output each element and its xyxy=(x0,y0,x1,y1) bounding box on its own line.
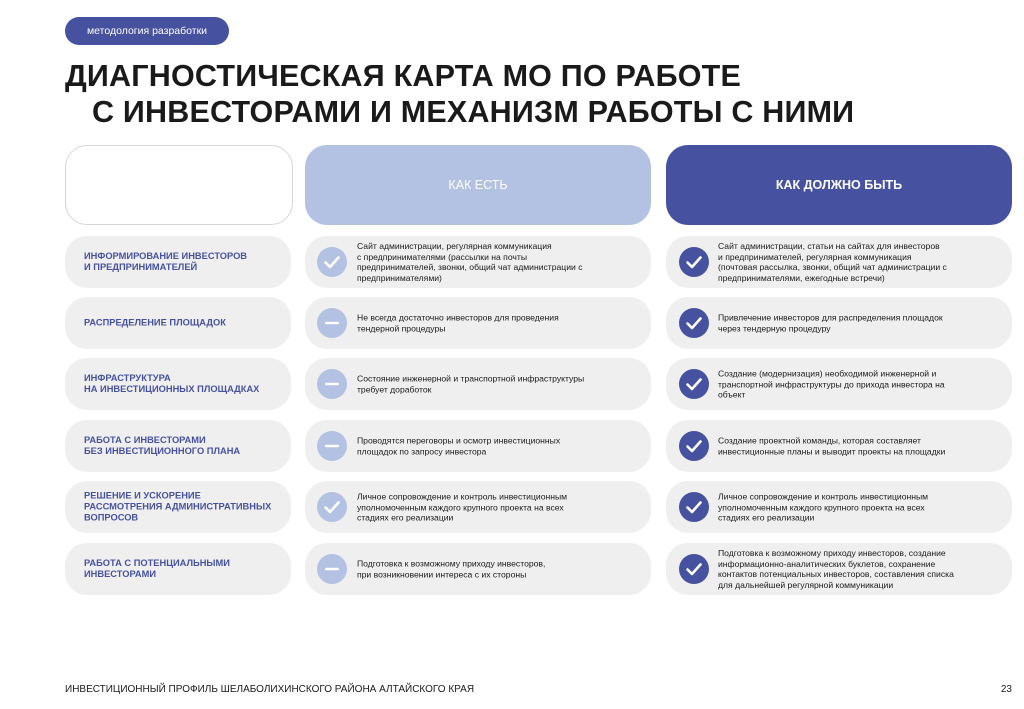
footer-text: ИНВЕСТИЦИОННЫЙ ПРОФИЛЬ ШЕЛАБОЛИХИНСКОГО РАЙОНА АЛТАЙСКОГО КРАЯ xyxy=(65,684,475,695)
check-icon xyxy=(679,308,709,338)
to-be-cell xyxy=(666,358,1012,410)
check-icon xyxy=(679,247,709,277)
row-label: РАСПРЕДЕЛЕНИЕ ПЛОЩАДОК xyxy=(84,317,226,328)
minus-icon xyxy=(317,369,347,399)
to-be-text: Подготовка к возможному приходу инвесторов, создание информационно-аналитических буклетов, сохранение контактов потенциальных инвесторов, составления списка для дальнейшей регулярной коммуникации xyxy=(718,548,954,590)
to-be-text: Привлечение инвесторов для распределения площадок через тендерную процедуру xyxy=(718,312,943,333)
to-be-cell xyxy=(666,236,1012,288)
row-label: РАБОТА С ПОТЕНЦИАЛЬНЫМИ ИНВЕСТОРАМИ xyxy=(84,558,230,579)
table-row xyxy=(0,543,1024,595)
to-be-cell xyxy=(666,297,1012,349)
row-label-cell xyxy=(65,543,291,595)
to-be-text: Сайт администрации, статьи на сайтах для инвесторов и предпринимателей, регулярная коммуникация (почтовая рассылка, звонки, общий чат администрации с предпринимателями, ежегодные встречи) xyxy=(718,241,947,283)
header-as-is: КАК ЕСТЬ xyxy=(305,145,651,225)
page-title xyxy=(65,58,854,130)
as-is-cell xyxy=(305,543,651,595)
to-be-cell xyxy=(666,420,1012,472)
check-icon xyxy=(679,431,709,461)
as-is-cell xyxy=(305,420,651,472)
table-row xyxy=(0,420,1024,472)
to-be-cell xyxy=(666,543,1012,595)
row-label-cell xyxy=(65,481,291,533)
to-be-cell xyxy=(666,481,1012,533)
as-is-text: Личное сопровождение и контроль инвестиционным уполномоченным каждого крупного проекта на всех стадиях его реализации xyxy=(357,491,568,523)
check-icon xyxy=(679,554,709,584)
table-row xyxy=(0,236,1024,288)
header-empty-cell xyxy=(65,145,293,225)
to-be-text: Создание (модернизация) необходимой инженерной и транспортной инфраструктуры до прихода инвестора на объект xyxy=(718,368,945,400)
as-is-text: Подготовка к возможному приходу инвесторов, при возникновении интереса с их стороны xyxy=(357,558,546,579)
row-label: ИНФРАСТРУКТУРА НА ИНВЕСТИЦИОННЫХ ПЛОЩАДКАХ xyxy=(84,373,260,394)
as-is-cell xyxy=(305,481,651,533)
section-tag: методология разработки xyxy=(65,17,229,45)
as-is-text: Проводятся переговоры и осмотр инвестиционных площадок по запросу инвестора xyxy=(357,435,561,456)
page-title-line-1: ДИАГНОСТИЧЕСКАЯ КАРТА МО ПО РАБОТЕ xyxy=(65,59,741,93)
as-is-cell xyxy=(305,297,651,349)
as-is-text: Состояние инженерной и транспортной инфраструктуры требует доработок xyxy=(357,373,585,394)
row-label-cell xyxy=(65,236,291,288)
header-to-be: КАК ДОЛЖНО БЫТЬ xyxy=(666,145,1012,225)
table-row xyxy=(0,358,1024,410)
minus-icon xyxy=(317,554,347,584)
row-label: РЕШЕНИЕ И УСКОРЕНИЕ РАССМОТРЕНИЯ АДМИНИСТРАТИВНЫХ ВОПРОСОВ xyxy=(84,490,272,523)
row-label: ИНФОРМИРОВАНИЕ ИНВЕСТОРОВ И ПРЕДПРИНИМАТЕЛЕЙ xyxy=(84,251,248,272)
as-is-text: Не всегда достаточно инвесторов для проведения тендерной процедуры xyxy=(357,312,559,333)
row-label-cell xyxy=(65,297,291,349)
check-icon xyxy=(317,247,347,277)
minus-icon xyxy=(317,308,347,338)
row-label: РАБОТА С ИНВЕСТОРАМИ БЕЗ ИНВЕСТИЦИОННОГО ПЛАНА xyxy=(84,435,241,456)
page-number: 23 xyxy=(1000,684,1012,695)
check-icon xyxy=(317,492,347,522)
page-title-line-2: С ИНВЕСТОРАМИ И МЕХАНИЗМ РАБОТЫ С НИМИ xyxy=(92,95,855,129)
check-icon xyxy=(679,492,709,522)
table-row xyxy=(0,481,1024,533)
as-is-text: Сайт администрации, регулярная коммуникация с предпринимателями (рассылки на почты предпринимателей, звонки, общий чат администрации с предпринимателями) xyxy=(357,241,583,283)
as-is-cell xyxy=(305,236,651,288)
minus-icon xyxy=(317,431,347,461)
table-row xyxy=(0,297,1024,349)
to-be-text: Создание проектной команды, которая составляет инвестиционные планы и выводит проекты на площадки xyxy=(718,435,946,456)
row-label-cell xyxy=(65,420,291,472)
to-be-text: Личное сопровождение и контроль инвестиционным уполномоченным каждого крупного проекта на всех стадиях его реализации xyxy=(718,491,929,523)
check-icon xyxy=(679,369,709,399)
row-label-cell xyxy=(65,358,291,410)
as-is-cell xyxy=(305,358,651,410)
